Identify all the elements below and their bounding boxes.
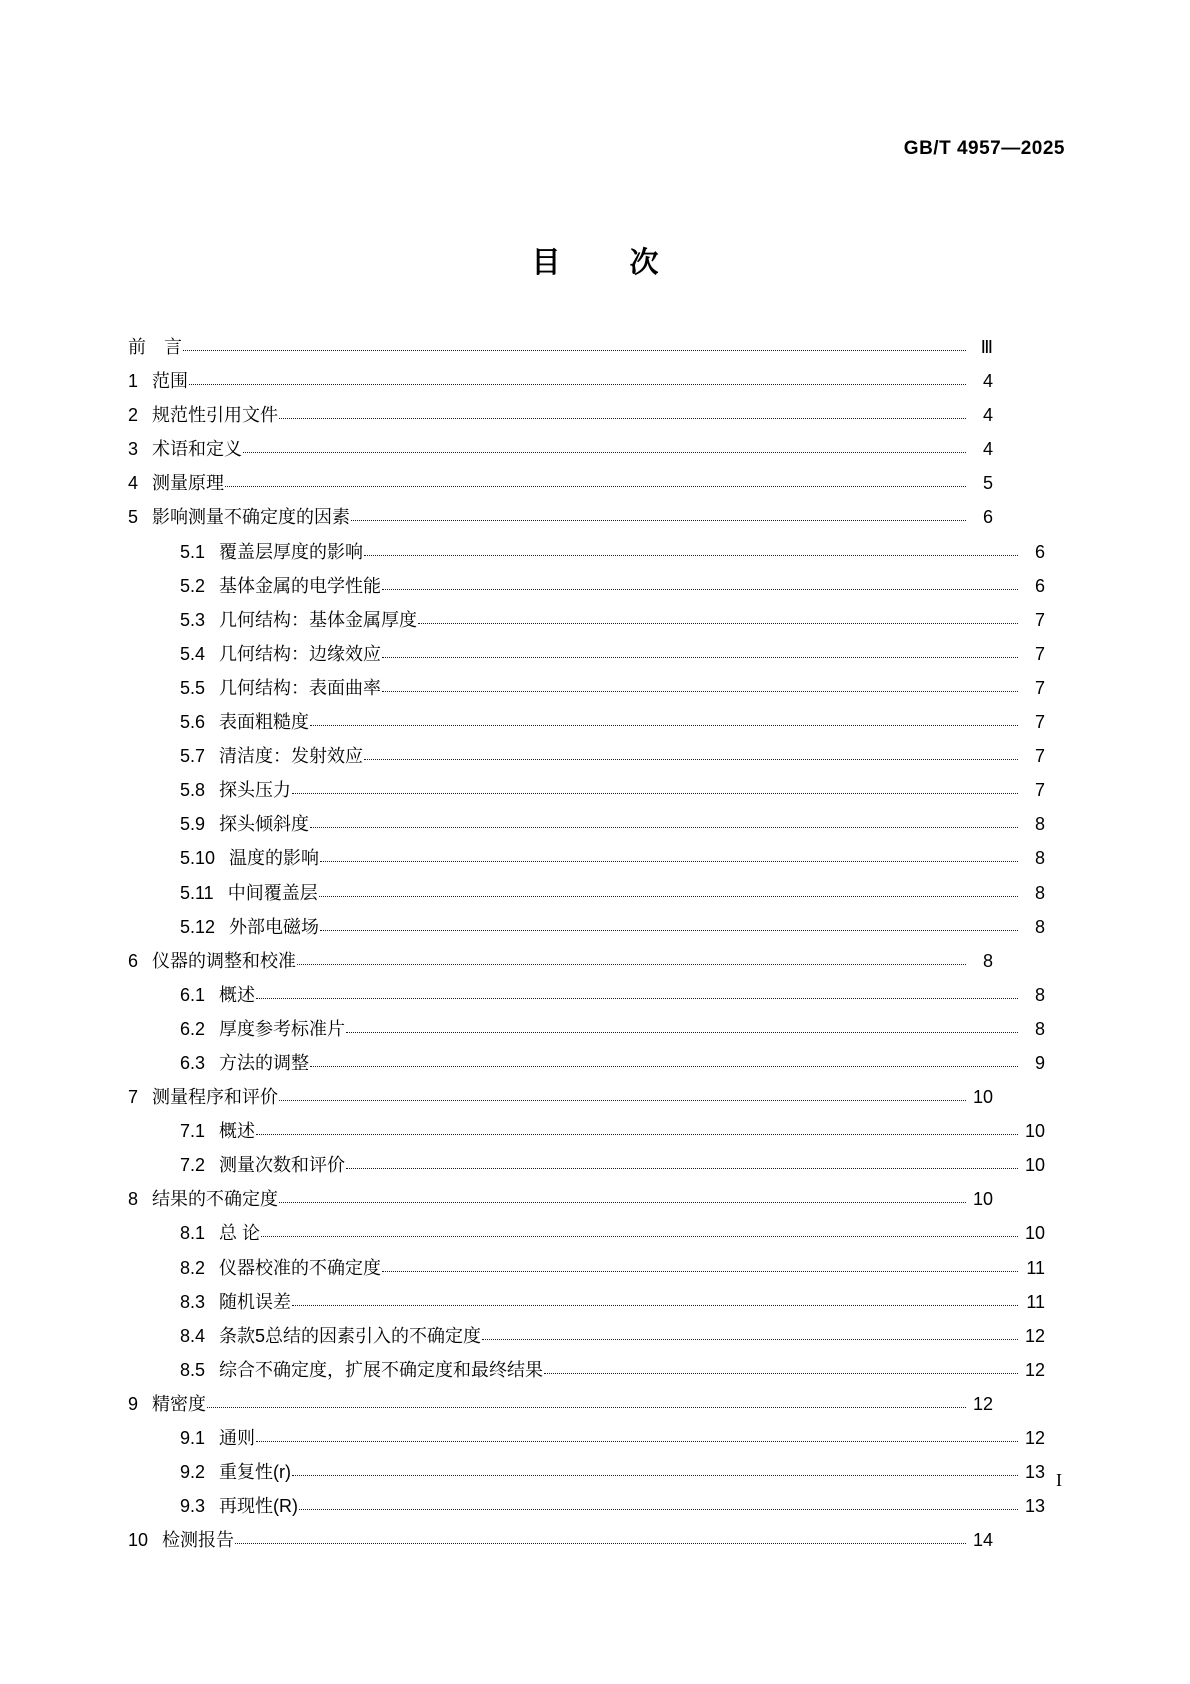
- toc-leader-dots: [346, 1155, 1018, 1169]
- toc-entry-page: 8: [1034, 984, 1045, 1005]
- toc-entry-page: 12: [1024, 1359, 1045, 1380]
- toc-entry[interactable]: [128, 1020, 1045, 1054]
- toc-entry[interactable]: [128, 577, 1045, 611]
- toc-entry-number: 5.8: [180, 780, 206, 801]
- toc-entry-label: 精密度: [152, 1393, 207, 1414]
- toc-entry-number: 5.1: [180, 541, 206, 562]
- toc-leader-dots: [351, 508, 966, 522]
- toc-entry-label: 方法的调整: [219, 1052, 310, 1073]
- toc-entry-label: 表面粗糙度: [219, 712, 310, 733]
- toc-entry-page: 6: [1034, 541, 1045, 562]
- toc-entry[interactable]: [128, 986, 1045, 1020]
- toc-entry[interactable]: [128, 1531, 993, 1565]
- toc-leader-dots: [320, 917, 1018, 931]
- toc-entry-page: 8: [1034, 882, 1045, 903]
- toc-entry-label: 概述: [219, 984, 256, 1005]
- toc-entry-page: 4: [982, 439, 993, 460]
- toc-entry-number: 6.1: [180, 984, 206, 1005]
- toc-leader-dots: [299, 1496, 1018, 1510]
- toc-entry-page: 9: [1034, 1052, 1045, 1073]
- toc-entry-number: 5.9: [180, 814, 206, 835]
- toc-entry-label: 几何结构：表面曲率: [219, 677, 382, 698]
- toc-entry[interactable]: [128, 611, 1045, 645]
- toc-entry-page: 5: [982, 473, 993, 494]
- toc-entry-number: 5.5: [180, 677, 206, 698]
- toc-entry[interactable]: [128, 815, 1045, 849]
- toc-entry-label: 覆盖层厚度的影响: [219, 541, 364, 562]
- toc-entry-page: 10: [972, 1087, 993, 1108]
- toc-leader-dots: [364, 746, 1018, 760]
- toc-leader-dots: [297, 951, 966, 965]
- toc-leader-dots: [292, 1292, 1018, 1306]
- toc-entry[interactable]: [128, 849, 1045, 883]
- toc-entry-label: 术语和定义: [152, 439, 243, 460]
- toc-entry-label: 影响测量不确定度的因素: [152, 507, 351, 528]
- toc-entry-number: 9: [128, 1393, 139, 1414]
- toc-entry[interactable]: [128, 1054, 1045, 1088]
- toc-leader-dots: [310, 814, 1018, 828]
- toc-entry[interactable]: [128, 440, 993, 474]
- table-of-contents: [128, 337, 1045, 1565]
- toc-entry-number: 5.6: [180, 712, 206, 733]
- toc-entry-number: 6.2: [180, 1018, 206, 1039]
- toc-entry-page: 8: [1034, 916, 1045, 937]
- toc-entry-label: 测量程序和评价: [152, 1087, 279, 1108]
- toc-entry-number: 10: [128, 1530, 149, 1551]
- toc-entry-number: 9.3: [180, 1496, 206, 1517]
- toc-entry-number: 5.4: [180, 643, 206, 664]
- toc-entry-label: 随机误差: [219, 1291, 292, 1312]
- toc-entry-page: 10: [1024, 1121, 1045, 1142]
- toc-entry-number: 9.2: [180, 1462, 206, 1483]
- toc-entry-page: Ⅲ: [980, 337, 993, 357]
- toc-leader-dots: [364, 542, 1018, 556]
- toc-entry[interactable]: [128, 781, 1045, 815]
- toc-entry-page: 7: [1034, 609, 1045, 630]
- toc-entry-page: 8: [1034, 1018, 1045, 1039]
- toc-entry[interactable]: [128, 1497, 1045, 1531]
- toc-entry-label: 几何结构：基体金属厚度: [219, 609, 418, 630]
- toc-entry[interactable]: [128, 713, 1045, 747]
- toc-entry[interactable]: [128, 474, 993, 508]
- toc-entry-page: 4: [982, 405, 993, 426]
- toc-entry[interactable]: [128, 1259, 1045, 1293]
- toc-entry-number: 5.12: [180, 916, 216, 937]
- page-number-footer: I: [1056, 1470, 1062, 1490]
- toc-entry-number: 5.10: [180, 848, 216, 869]
- toc-entry-number: 2: [128, 405, 139, 426]
- toc-entry-number: 5.2: [180, 575, 206, 596]
- toc-entry-label: 外部电磁场: [229, 916, 320, 937]
- toc-entry-number: 5.3: [180, 609, 206, 630]
- toc-entry-number: 8.4: [180, 1325, 206, 1346]
- toc-entry-label: 测量原理: [152, 473, 225, 494]
- toc-entry-label: 仪器校准的不确定度: [219, 1257, 382, 1278]
- toc-entry-label: 结果的不确定度: [152, 1189, 279, 1210]
- toc-entry[interactable]: [128, 884, 1045, 918]
- toc-entry-label: 综合不确定度，扩展不确定度和最终结果: [219, 1359, 544, 1380]
- toc-entry-page: 7: [1034, 780, 1045, 801]
- toc-entry-page: 8: [1034, 848, 1045, 869]
- toc-entry-page: 13: [1024, 1462, 1045, 1483]
- toc-entry-number: 6.3: [180, 1052, 206, 1073]
- toc-entry[interactable]: [128, 747, 1045, 781]
- toc-entry-number: 6: [128, 950, 139, 971]
- toc-entry-number: 5: [128, 507, 139, 528]
- toc-entry-number: 1: [128, 371, 139, 392]
- toc-entry-number: 8.3: [180, 1291, 206, 1312]
- toc-entry-label: 范围: [152, 371, 189, 392]
- toc-leader-dots: [482, 1326, 1018, 1340]
- toc-entry-label: 规范性引用文件: [152, 405, 279, 426]
- toc-entry[interactable]: [128, 1156, 1045, 1190]
- toc-entry-label: 检测报告: [162, 1530, 235, 1551]
- toc-entry-label: 探头压力: [219, 780, 292, 801]
- toc-entry-page: 12: [1024, 1325, 1045, 1346]
- toc-leader-dots: [261, 1224, 1018, 1238]
- toc-entry-page: 11: [1026, 1291, 1045, 1312]
- standard-code-header: GB/T 4957—2025: [903, 138, 1065, 159]
- toc-entry[interactable]: [128, 952, 993, 986]
- toc-leader-dots: [544, 1360, 1018, 1374]
- toc-entry-page: 8: [1034, 814, 1045, 835]
- toc-leader-dots: [319, 883, 1018, 897]
- toc-entry-label: 仪器的调整和校准: [152, 950, 297, 971]
- toc-entry[interactable]: [128, 1395, 993, 1429]
- toc-entry[interactable]: [128, 406, 993, 440]
- toc-entry-page: 6: [1034, 575, 1045, 596]
- toc-entry-label: 中间覆盖层: [227, 882, 318, 903]
- toc-leader-dots: [225, 473, 966, 487]
- toc-entry-label: 再现性(R): [219, 1496, 299, 1517]
- toc-entry-number: 8: [128, 1189, 139, 1210]
- toc-entry-page: 10: [1024, 1155, 1045, 1176]
- toc-entry-number: 7.2: [180, 1155, 206, 1176]
- toc-leader-dots: [382, 678, 1018, 692]
- toc-entry-page: 13: [1024, 1496, 1045, 1517]
- toc-entry-page: 4: [982, 371, 993, 392]
- toc-entry[interactable]: [128, 918, 1045, 952]
- toc-entry[interactable]: [128, 1224, 1045, 1258]
- toc-entry-number: 5.11: [180, 882, 214, 903]
- toc-leader-dots: [183, 337, 966, 351]
- toc-leader-dots: [279, 1189, 966, 1203]
- toc-entry-label: 温度的影响: [229, 848, 320, 869]
- toc-entry-number: 7.1: [180, 1121, 206, 1142]
- toc-entry[interactable]: [128, 338, 993, 372]
- toc-entry-label: 几何结构：边缘效应: [219, 643, 382, 664]
- toc-entry[interactable]: [128, 372, 993, 406]
- toc-entry-number: 8.5: [180, 1359, 206, 1380]
- toc-entry-page: 14: [972, 1530, 993, 1551]
- toc-entry-label: 厚度参考标准片: [219, 1018, 346, 1039]
- toc-entry[interactable]: [128, 645, 1045, 679]
- toc-entry-label: 通则: [219, 1428, 256, 1448]
- toc-leader-dots: [346, 1019, 1018, 1033]
- toc-entry-label: 总 论: [219, 1223, 261, 1244]
- toc-leader-dots: [418, 610, 1018, 624]
- toc-leader-dots: [382, 644, 1018, 658]
- toc-entry[interactable]: [128, 1429, 1045, 1463]
- toc-entry-page: 10: [972, 1189, 993, 1210]
- toc-leader-dots: [279, 405, 966, 419]
- toc-leader-dots: [207, 1394, 966, 1408]
- toc-entry-label: 重复性(r): [219, 1462, 292, 1483]
- toc-entry-label: 概述: [219, 1121, 256, 1142]
- toc-entry[interactable]: [128, 1088, 993, 1122]
- toc-entry-number: 8.2: [180, 1257, 206, 1278]
- toc-entry-label: 清洁度：发射效应: [219, 746, 364, 767]
- toc-leader-dots: [279, 1087, 966, 1101]
- toc-entry-page: 6: [982, 507, 993, 528]
- toc-entry-page: 7: [1034, 746, 1045, 767]
- toc-entry-label: 基体金属的电学性能: [219, 575, 382, 596]
- toc-entry-page: 7: [1034, 643, 1045, 664]
- toc-entry[interactable]: [128, 1463, 1045, 1497]
- toc-leader-dots: [243, 439, 966, 453]
- toc-entry-page: 10: [1024, 1223, 1045, 1244]
- toc-leader-dots: [382, 576, 1018, 590]
- toc-entry-number: 9.1: [180, 1428, 206, 1448]
- toc-entry-page: 12: [972, 1393, 993, 1414]
- toc-entry-page: 8: [982, 950, 993, 971]
- toc-entry[interactable]: [128, 1361, 1045, 1395]
- toc-entry-label: 条款5总结的因素引入的不确定度: [219, 1325, 482, 1346]
- toc-entry-number: 5.7: [180, 746, 206, 767]
- toc-leader-dots: [310, 712, 1018, 726]
- toc-entry-page: 7: [1034, 677, 1045, 698]
- toc-entry[interactable]: [128, 1122, 1045, 1156]
- toc-entry[interactable]: [128, 1190, 993, 1224]
- toc-entry[interactable]: [128, 1327, 1045, 1361]
- toc-entry-page: 7: [1034, 712, 1045, 733]
- toc-entry[interactable]: [128, 508, 993, 542]
- toc-entry-number: 7: [128, 1087, 139, 1108]
- page-title: 目 次: [531, 247, 679, 279]
- toc-leader-dots: [310, 1053, 1018, 1067]
- toc-entry-page: 11: [1026, 1257, 1045, 1278]
- toc-leader-dots: [189, 371, 966, 385]
- toc-entry-number: 前 言: [128, 337, 182, 357]
- toc-entry[interactable]: [128, 543, 1045, 577]
- toc-leader-dots: [382, 1258, 1018, 1272]
- toc-leader-dots: [256, 1121, 1018, 1135]
- toc-entry-number: 4: [128, 473, 139, 494]
- toc-leader-dots: [235, 1530, 966, 1544]
- toc-leader-dots: [256, 1428, 1018, 1442]
- toc-entry-label: 测量次数和评价: [219, 1155, 346, 1176]
- toc-leader-dots: [292, 1462, 1018, 1476]
- toc-leader-dots: [320, 848, 1018, 862]
- toc-leader-dots: [292, 780, 1018, 794]
- toc-entry-number: 3: [128, 439, 139, 460]
- toc-entry[interactable]: [128, 1293, 1045, 1327]
- toc-entry-number: 8.1: [180, 1223, 206, 1244]
- toc-entry-page: 12: [1024, 1428, 1045, 1448]
- toc-entry-label: 探头倾斜度: [219, 814, 310, 835]
- toc-entry[interactable]: [128, 679, 1045, 713]
- toc-leader-dots: [256, 985, 1018, 999]
